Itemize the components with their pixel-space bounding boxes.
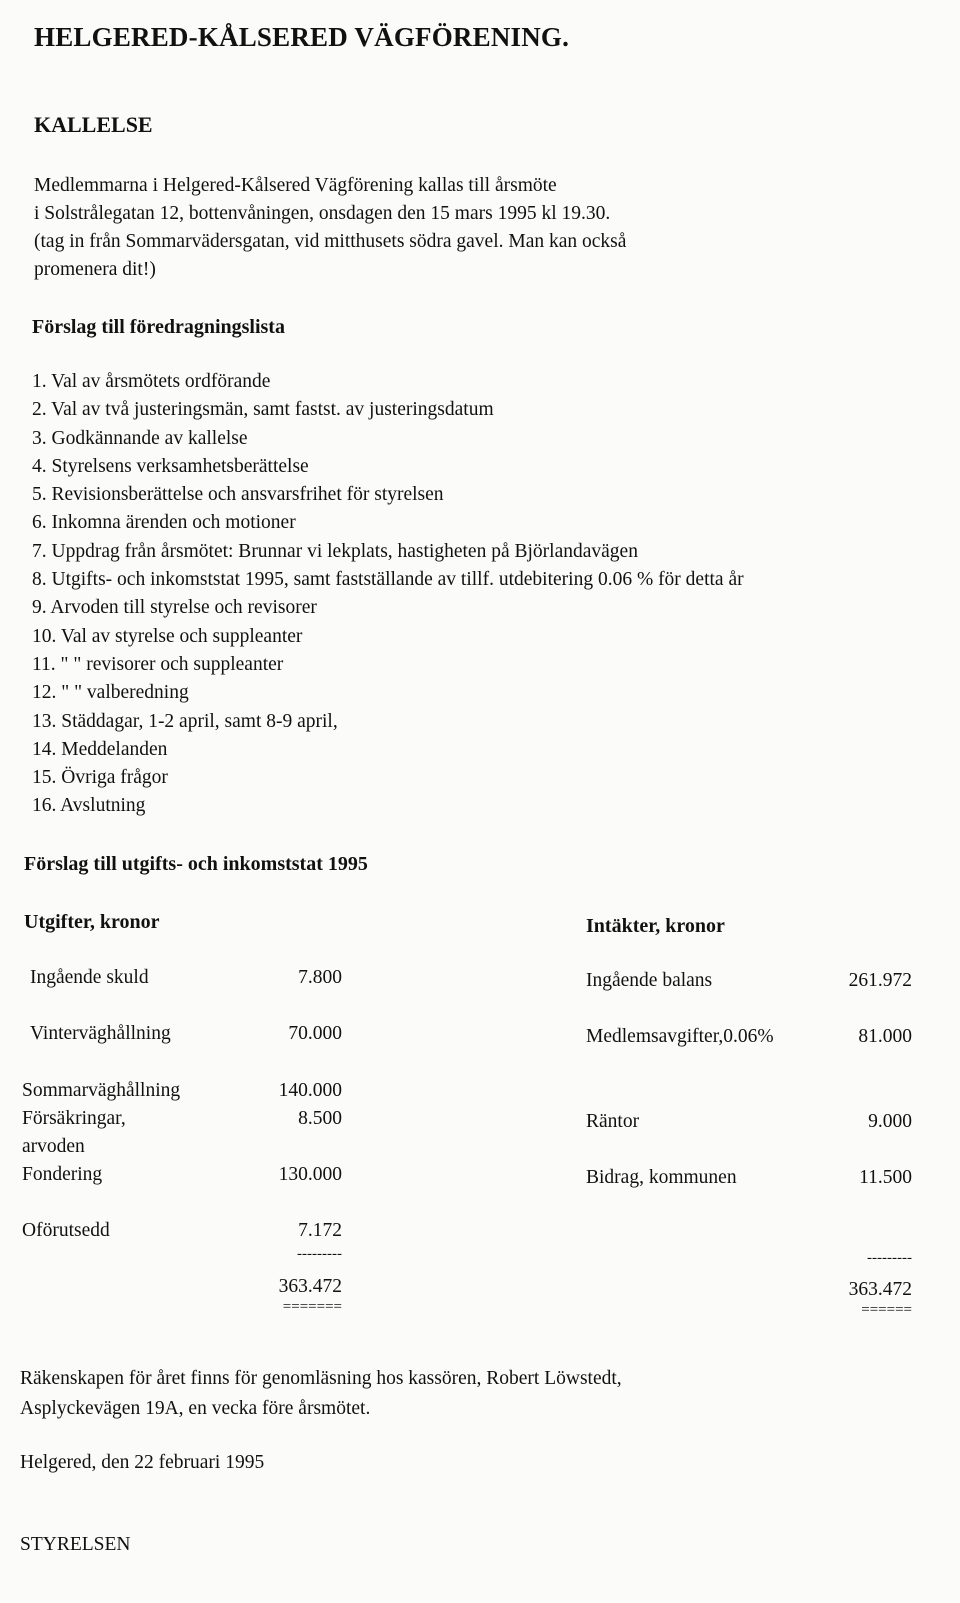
expense-label: Ingående skuld — [30, 967, 149, 988]
agenda-heading: Förslag till föredragningslista — [32, 316, 285, 338]
intro-line: (tag in från Sommarvädersgatan, vid mitthusets södra gavel. Man kan också — [34, 231, 627, 252]
accounts-note — [20, 1364, 622, 1424]
expense-value: 130.000 — [278, 1164, 342, 1185]
agenda-item: 10. Val av styrelse och suppleanter — [32, 625, 303, 647]
agenda-item: 5. Revisionsberättelse och ansvarsfrihet för styrelsen — [32, 484, 444, 506]
agenda-item: 2. Val av två justeringsmän, samt fastst. av justeringsdatum — [32, 399, 494, 421]
income-total: 363.472 — [848, 1279, 912, 1300]
agenda-item: 16. Avslutning — [32, 795, 146, 817]
expenses-double-line: ======= — [282, 1299, 342, 1315]
intro-paragraph — [34, 172, 626, 284]
accounts-note-line: Räkenskapen för året finns för genomläsning hos kassören, Robert Löwstedt, — [20, 1368, 622, 1389]
expense-value: 8.500 — [298, 1108, 342, 1129]
income-value: 11.500 — [859, 1167, 912, 1188]
agenda-item: 4. Styrelsens verksamhetsberättelse — [32, 455, 309, 477]
income-label: Räntor — [586, 1111, 640, 1132]
income-heading: Intäkter, kronor — [586, 915, 725, 937]
agenda-item: 13. Städdagar, 1-2 april, samt 8-9 april, — [32, 710, 338, 732]
document-title: HELGERED-KÅLSERED VÄGFÖRENING. — [34, 22, 570, 52]
intro-line: Medlemmarna i Helgered-Kålsered Vägförening kallas till årsmöte — [34, 175, 557, 196]
expense-value: 140.000 — [278, 1080, 342, 1101]
agenda-item: 9. Arvoden till styrelse och revisorer — [32, 597, 317, 619]
agenda-item: 7. Uppdrag från årsmötet: Brunnar vi lekplats, hastigheten på Björlandavägen — [32, 540, 638, 562]
income-value: 81.000 — [858, 1026, 912, 1047]
agenda-item: 8. Utgifts- och inkomststat 1995, samt fastställande av tillf. utdebitering 0.06 % för detta år — [32, 569, 744, 591]
income-value: 9.000 — [868, 1111, 912, 1132]
income-label: Medlemsavgifter,0.06% — [586, 1026, 774, 1047]
income-double-line: ====== — [861, 1302, 912, 1318]
expense-label: Fondering — [22, 1164, 103, 1185]
expense-label: Vinterväghållning — [30, 1023, 171, 1044]
document-date: Helgered, den 22 februari 1995 — [20, 1452, 265, 1473]
expense-value: 7.172 — [298, 1220, 342, 1241]
expense-label: Sommarväghållning — [22, 1080, 181, 1101]
agenda-item: 3. Godkännande av kallelse — [32, 427, 248, 449]
income-value: 261.972 — [848, 970, 912, 991]
intro-line: promenera dit!) — [34, 259, 156, 280]
agenda-item: 6. Inkomna ärenden och motioner — [32, 512, 296, 534]
intro-line: i Solstrålegatan 12, bottenvåningen, onsdagen den 15 mars 1995 kl 19.30. — [34, 203, 611, 224]
agenda-item: 14. Meddelanden — [32, 738, 168, 760]
income-label: Bidrag, kommunen — [586, 1167, 737, 1188]
accounts-note-line: Asplyckevägen 19A, en vecka före årsmötet. — [20, 1398, 371, 1419]
agenda-item: 15. Övriga frågor — [32, 767, 168, 789]
expenses-dash-line: --------- — [297, 1246, 342, 1262]
expense-value: 7.800 — [298, 967, 342, 988]
expenses-total: 363.472 — [278, 1276, 342, 1297]
expenses-heading: Utgifter, kronor — [24, 911, 160, 933]
signature: STYRELSEN — [20, 1534, 131, 1555]
agenda-item: 11. " " revisorer och suppleanter — [32, 653, 284, 675]
document-subtitle: KALLELSE — [34, 112, 153, 137]
expense-label-continued: arvoden — [22, 1136, 85, 1157]
expense-value: 70.000 — [288, 1023, 342, 1044]
income-label: Ingående balans — [586, 970, 713, 991]
income-dash-line: --------- — [867, 1250, 912, 1266]
expense-label: Försäkringar, — [22, 1108, 126, 1129]
agenda-list — [32, 368, 744, 821]
budget-heading: Förslag till utgifts- och inkomststat 1995 — [24, 853, 368, 875]
agenda-item: 1. Val av årsmötets ordförande — [32, 371, 271, 392]
agenda-item: 12. " " valberedning — [32, 682, 189, 704]
expense-label: Oförutsedd — [22, 1220, 110, 1241]
